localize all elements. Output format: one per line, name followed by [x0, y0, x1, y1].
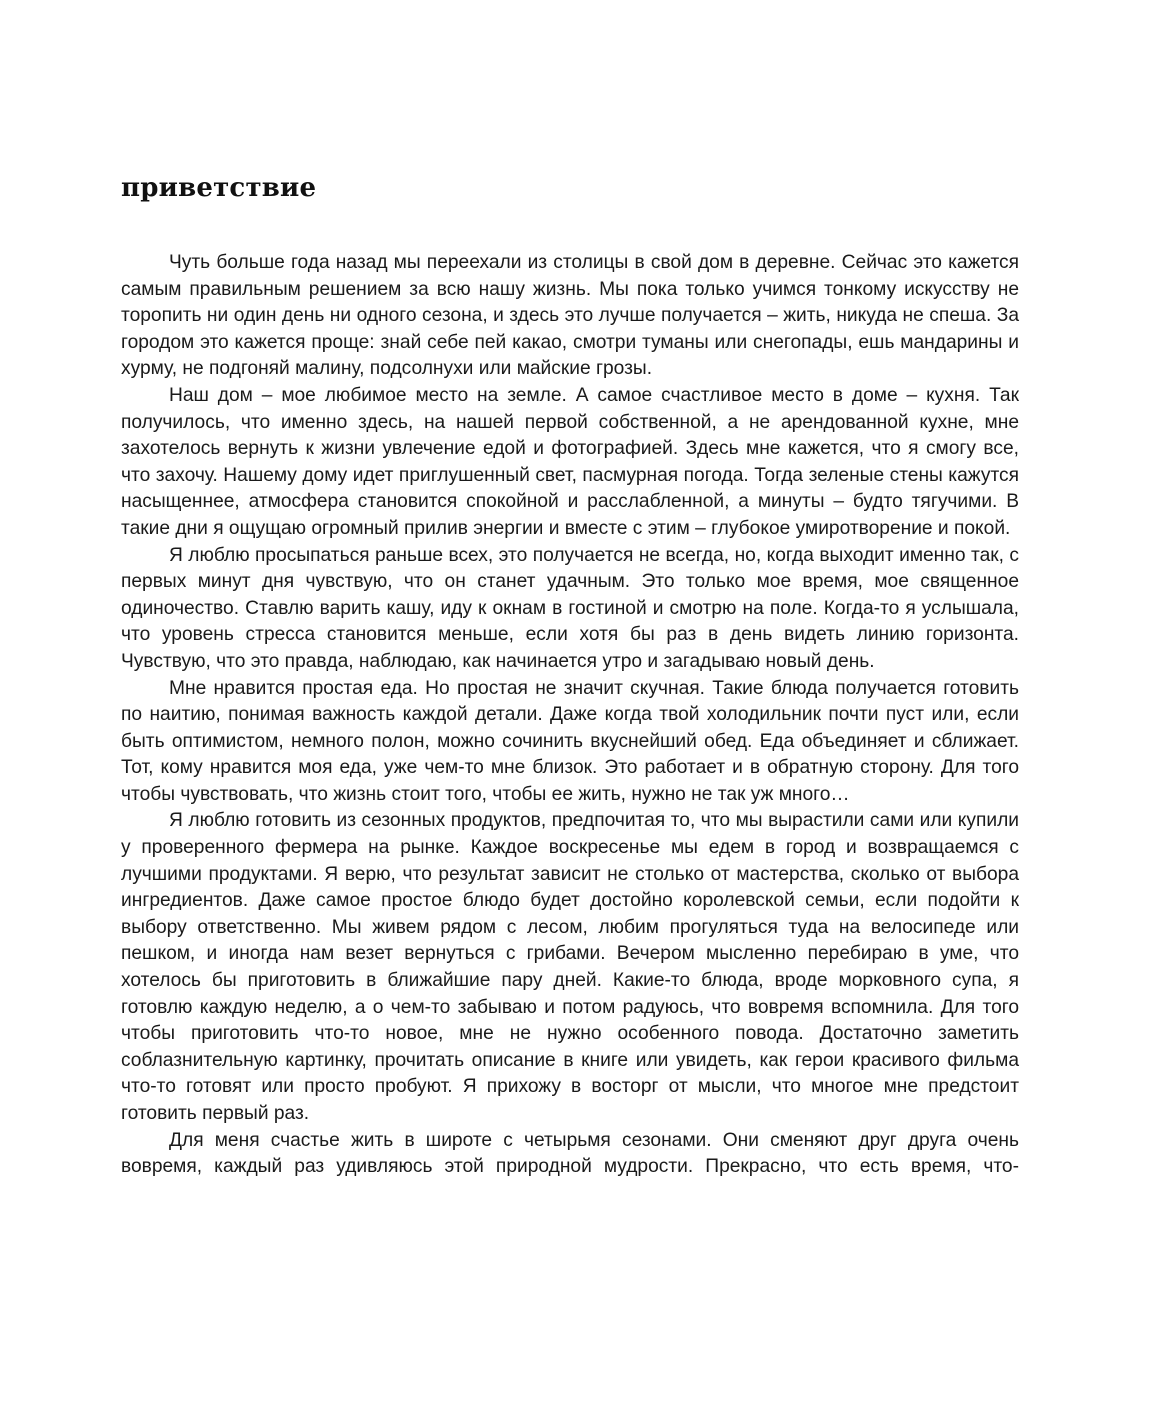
chapter-heading: приветствие — [121, 173, 317, 203]
paragraph-3: Я люблю просыпаться раньше всех, это получается не всегда, но, когда выходит именно так, с первых минут дня чувствую, что он станет удачным. Это только мое время, мое священное одиночество. Ставлю варить кашу, иду к окнам в гостиной и смотрю на поле. Когда-то я услышала, что уровень стресса становится меньше, если хотя бы раз в день видеть линию горизонта. Чувствую, что это правда, наблюдаю, как начинается утро и загадываю новый день. — [121, 544, 1019, 672]
body-text — [121, 250, 1019, 1181]
paragraph-5: Я люблю готовить из сезонных продуктов, предпочитая то, что мы вырастили сами или купили у проверенного фермера на рынке. Каждое воскресенье мы едем в город и возвращаемся с лучшими продуктами. Я верю, что результат зависит не столько от мастерства, сколько от выбора ингредиентов. Даже самое простое блюдо будет достойно королевской семьи, если подойти к выбору ответственно. Мы живем рядом с лесом, любим прогуляться туда на велосипеде или пешком, и иногда нам везет вернуться с грибами. Вечером мысленно перебираю в уме, что хотелось бы приготовить в ближайшие пару дней. Какие-то блюда, вроде морковного супа, я готовлю каждую неделю, а о чем-то забываю и потом радуюсь, что вовремя вспомнила. Для того чтобы приготовить что-то новое, мне не нужно особенного повода. Достаточно заметить соблазнительную картинку, прочитать описание в книге или увидеть, как герои красивого фильма что-то готовят или просто пробуют. Я прихожу в восторг от мысли, что многое мне предстоит готовить первый раз. — [121, 810, 1019, 1124]
paragraph-2: Наш дом – мое любимое место на земле. А самое счастливое место в доме – кухня. Так получилось, что именно здесь, на нашей первой собственной, а не арендованной кухне, мне захотелось вернуть к жизни увлечение едой и фотографией. Здесь мне кажется, что я смогу все, что захочу. Нашему дому идет приглушенный свет, пасмурная погода. Тогда зеленые стены кажутся насыщеннее, атмосфера становится спокойной и расслабленной, а минуты – будто тягучими. В такие дни я ощущаю огромный прилив энергии и вместе с этим – глубокое умиротворение и покой. — [121, 384, 1019, 539]
paragraph-6: Для меня счастье жить в широте с четырьмя сезонами. Они сменяют друг друга очень вовремя, каждый раз удивляюсь этой природной мудрости. Прекрасно, что есть время, что- — [121, 1129, 1019, 1178]
paragraph-4: Мне нравится простая еда. Но простая не значит скучная. Такие блюда получается готовить по наитию, понимая важность каждой детали. Даже когда твой холодильник почти пуст или, если быть оптимистом, немного полон, можно сочинить вкуснейший обед. Еда объединяет и сближает. Тот, кому нравится моя еда, уже чем-то мне близок. Это работает и в обратную сторону. Для того чтобы чувствовать, что жизнь стоит того, чтобы ее жить, нужно не так уж много… — [121, 677, 1019, 805]
paragraph-1: Чуть больше года назад мы переехали из столицы в свой дом в деревне. Сейчас это кажется самым правильным решением за всю нашу жизнь. Мы пока только учимся тонкому искусству не торопить ни один день ни одного сезона, и здесь это лучше получается – жить, никуда не спеша. За городом это кажется проще: знай себе пей какао, смотри туманы или снегопады, ешь мандарины и хурму, не подгоняй малину, подсолнухи или майские грозы. — [121, 252, 1019, 380]
